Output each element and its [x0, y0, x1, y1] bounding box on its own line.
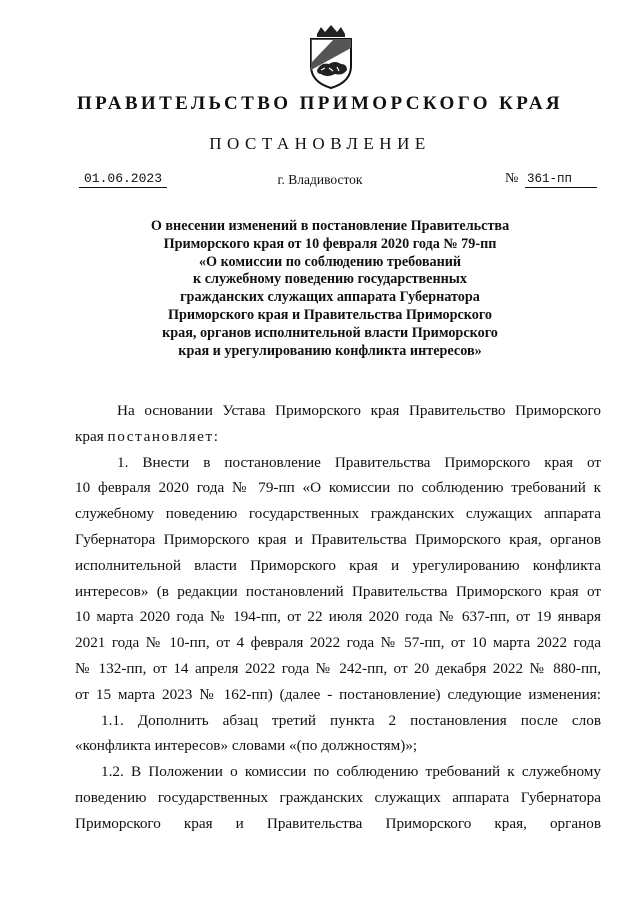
coat-of-arms-icon [303, 24, 359, 90]
body-line: Губернатора Приморского края и Правительства Приморского края, органов [75, 530, 601, 548]
title-line: гражданских служащих аппарата Губернатора [180, 289, 480, 306]
decree-title [100, 218, 560, 360]
title-line: края и урегулированию конфликта интересов» [178, 342, 482, 359]
body-line: 2021 года № 10-пп, от 4 февраля 2022 года № 57-пп, от 10 марта 2022 года [75, 634, 601, 652]
government-name: ПРАВИТЕЛЬСТВО ПРИМОРСКОГО КРАЯ [76, 93, 564, 114]
title-line: «О комиссии по соблюдению требований [198, 253, 462, 270]
title-line: О внесении изменений в постановление Правительства [150, 218, 510, 234]
body-line: служебному поведению государственных гражданских служащих аппарата [75, 505, 601, 523]
title-line: к служебному поведению государственных [193, 271, 467, 288]
body-line: от 15 марта 2023 № 162-пп) (далее - постановление) следующие изменения: [75, 685, 601, 703]
decree-date: 01.06.2023 [79, 171, 167, 188]
title-line: края, органов исполнительной власти Приморского [162, 324, 498, 341]
decree-body [75, 398, 601, 837]
body-line: № 132-пп, от 14 апреля 2022 года № 242-пп, от 20 декабря 2022 № 880-пп, [75, 659, 601, 677]
body-line: 10 февраля 2020 года № 79-пп «О комиссии по соблюдению требований к [75, 479, 601, 497]
resolves-word: постановляет: [107, 427, 220, 445]
body-line: 10 марта 2020 года № 194-пп, от 22 июля 2020 года № 637-пп, от 19 января [75, 608, 601, 626]
body-line: 1. Внести в постановление Правительства Приморского края от [117, 453, 601, 471]
body-text: края [75, 427, 108, 445]
decree-city: г. Владивосток [277, 172, 363, 187]
body-line: Приморского края и Правительства Приморского края, органов [75, 814, 601, 832]
body-line: 1.2. В Положении о комиссии по соблюдению требований к служебному [101, 763, 601, 781]
title-line: Приморского края от 10 февраля 2020 года № 79-пп [163, 235, 497, 252]
document-type: ПОСТАНОВЛЕНИЕ [209, 134, 431, 153]
body-line: «конфликта интересов» словами «(по должностям)»; [75, 737, 418, 755]
body-line: исполнительной власти Приморского края и урегулированию конфликта [75, 556, 601, 574]
body-line [75, 424, 601, 450]
body-line: На основании Устава Приморского края Правительство Приморского [117, 402, 601, 419]
body-line: поведению государственных гражданских служащих аппарата Губернатора [75, 788, 601, 806]
decree-number-sign: № [505, 171, 519, 186]
decree-number: 361-пп [525, 171, 597, 188]
title-line: Приморского края и Правительства Приморского [167, 306, 493, 323]
body-line: интересов» (в редакции постановлений Правительства Приморского края от [75, 582, 601, 600]
body-line: 1.1. Дополнить абзац третий пункта 2 постановления после слов [101, 711, 601, 729]
